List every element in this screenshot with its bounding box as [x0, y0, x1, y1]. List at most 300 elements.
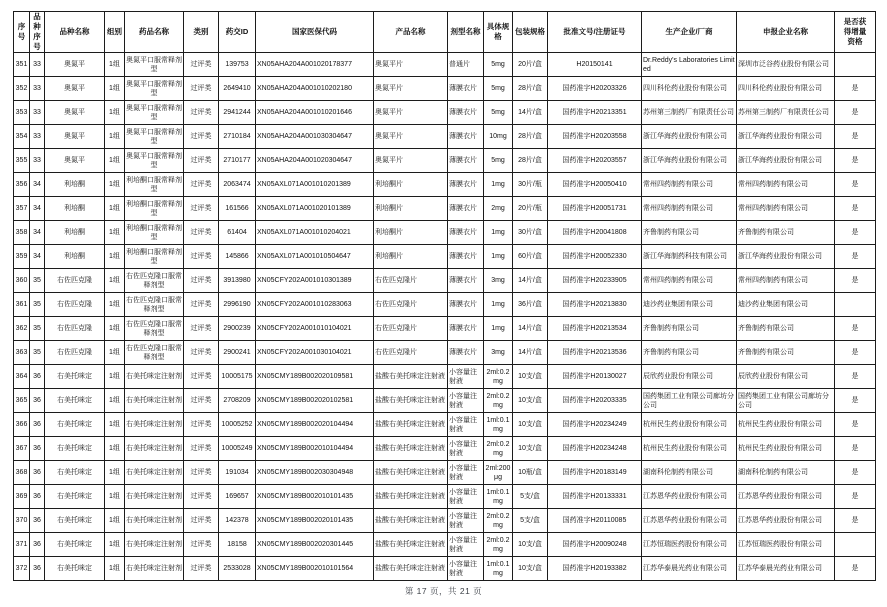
- table-cell: XN05CFY202A001030104021: [256, 341, 374, 365]
- table-cell: 奥氮平片: [374, 77, 448, 101]
- table-cell: 20片/盒: [513, 53, 548, 77]
- table-cell: 奥氮平片: [374, 149, 448, 173]
- table-cell: 右佐匹克隆: [45, 269, 105, 293]
- table-cell: 10支/盒: [513, 533, 548, 557]
- table-cell: 薄膜衣片: [448, 341, 484, 365]
- table-cell: 60片/盒: [513, 245, 548, 269]
- table-cell: 366: [14, 413, 30, 437]
- table-row: [14, 365, 876, 389]
- table-cell: 354: [14, 125, 30, 149]
- table-cell: 江苏恩华药业股份有限公司: [642, 485, 737, 509]
- table-cell: 33: [30, 101, 45, 125]
- table-cell: 33: [30, 53, 45, 77]
- table-row: [14, 53, 876, 77]
- table-cell: 薄膜衣片: [448, 245, 484, 269]
- table-cell: 2ml:0.2mg: [484, 533, 513, 557]
- table-cell: 2941244: [219, 101, 256, 125]
- table-cell: 右美托咪定注射剂: [125, 437, 184, 461]
- table-cell: 盐酸右美托咪定注射液: [374, 413, 448, 437]
- table-cell: 江苏恩华药业股份有限公司: [642, 509, 737, 533]
- table-cell: 薄膜衣片: [448, 77, 484, 101]
- table-cell: 右美托咪定: [45, 365, 105, 389]
- column-header: 包装规格: [513, 12, 548, 53]
- table-cell: 1组: [105, 149, 125, 173]
- table-cell: 奥氮平片: [374, 101, 448, 125]
- table-cell: 2ml:0.2mg: [484, 509, 513, 533]
- table-cell: 国药准字H20234248: [548, 437, 642, 461]
- table-cell: 28片/盒: [513, 149, 548, 173]
- table-cell: 36: [30, 437, 45, 461]
- column-header: 具体规格: [484, 12, 513, 53]
- table-cell: 过评类: [184, 221, 219, 245]
- table-cell: 利培酮片: [374, 173, 448, 197]
- table-cell: 2900239: [219, 317, 256, 341]
- table-cell: 2708209: [219, 389, 256, 413]
- table-cell: 杭州民生药业股份有限公司: [737, 413, 835, 437]
- table-cell: 浙江华海制药科技有限公司: [642, 245, 737, 269]
- table-cell: 盐酸右美托咪定注射液: [374, 509, 448, 533]
- table-cell: 36: [30, 533, 45, 557]
- table-row: [14, 461, 876, 485]
- table-cell: XN05CMY189B002030304948: [256, 461, 374, 485]
- column-header: 是否获得增量资格: [835, 12, 876, 53]
- table-cell: 10005175: [219, 365, 256, 389]
- table-cell: 36: [30, 389, 45, 413]
- table-cell: 过评类: [184, 461, 219, 485]
- table-body: [14, 53, 876, 581]
- table-row: [14, 245, 876, 269]
- table-cell: 35: [30, 317, 45, 341]
- table-cell: 3913980: [219, 269, 256, 293]
- table-header-row: [14, 12, 876, 53]
- table-cell: 薄膜衣片: [448, 221, 484, 245]
- table-cell: 小容量注射液: [448, 437, 484, 461]
- drug-list-table: [13, 11, 876, 581]
- table-cell: 右美托咪定注射剂: [125, 461, 184, 485]
- table-cell: 34: [30, 197, 45, 221]
- table-cell: 1组: [105, 461, 125, 485]
- table-cell: 国药准字H20052330: [548, 245, 642, 269]
- table-cell: 1mg: [484, 173, 513, 197]
- table-row: [14, 509, 876, 533]
- table-cell: 小容量注射液: [448, 365, 484, 389]
- table-cell: 34: [30, 221, 45, 245]
- table-cell: 过评类: [184, 245, 219, 269]
- table-cell: XN05CMY189B002020109581: [256, 365, 374, 389]
- table-cell: 利培酮: [45, 221, 105, 245]
- table-cell: 利培酮片: [374, 221, 448, 245]
- table-cell: 358: [14, 221, 30, 245]
- table-cell: 国药准字H20050410: [548, 173, 642, 197]
- table-cell: 右佐匹克隆片: [374, 293, 448, 317]
- table-cell: 1组: [105, 53, 125, 77]
- table-cell: 过评类: [184, 413, 219, 437]
- column-header: 组别: [105, 12, 125, 53]
- table-cell: 1组: [105, 365, 125, 389]
- table-cell: 江苏恒瑞医药股份有限公司: [737, 533, 835, 557]
- table-cell: 过评类: [184, 509, 219, 533]
- table-cell: 浙江华海药业股份有限公司: [642, 125, 737, 149]
- table-cell: 过评类: [184, 437, 219, 461]
- table-cell: 10瓶/盒: [513, 461, 548, 485]
- column-header: 品种序号: [30, 12, 45, 53]
- table-row: [14, 101, 876, 125]
- table-cell: 35: [30, 341, 45, 365]
- table-cell: 薄膜衣片: [448, 317, 484, 341]
- table-cell: 江苏恒瑞医药股份有限公司: [642, 533, 737, 557]
- table-cell: 薄膜衣片: [448, 269, 484, 293]
- column-header: 类别: [184, 12, 219, 53]
- table-cell: 国药准字H20203557: [548, 149, 642, 173]
- column-header: 国家医保代码: [256, 12, 374, 53]
- table-cell: 普通片: [448, 53, 484, 77]
- table-cell: 是: [835, 389, 876, 413]
- table-cell: 薄膜衣片: [448, 197, 484, 221]
- table-cell: 右佐匹克隆: [45, 341, 105, 365]
- table-cell: 右美托咪定注射剂: [125, 509, 184, 533]
- table-cell: Dr.Reddy's Laboratories Limited: [642, 53, 737, 77]
- table-cell: 过评类: [184, 101, 219, 125]
- table-cell: 362: [14, 317, 30, 341]
- table-cell: 薄膜衣片: [448, 173, 484, 197]
- table-cell: 过评类: [184, 317, 219, 341]
- table-row: [14, 485, 876, 509]
- table-cell: 杭州民生药业股份有限公司: [642, 413, 737, 437]
- table-cell: 1组: [105, 245, 125, 269]
- table-cell: 是: [835, 101, 876, 125]
- table-cell: 过评类: [184, 53, 219, 77]
- table-cell: 是: [835, 125, 876, 149]
- table-cell: 1组: [105, 533, 125, 557]
- table-cell: 利培酮片: [374, 245, 448, 269]
- table-cell: 191034: [219, 461, 256, 485]
- table-row: [14, 269, 876, 293]
- table-cell: 右佐匹克隆: [45, 293, 105, 317]
- table-cell: [835, 53, 876, 77]
- table-cell: 右佐匹克隆口服常释剂型: [125, 293, 184, 317]
- table-cell: XN05CMY189B002010104494: [256, 437, 374, 461]
- table-row: [14, 221, 876, 245]
- table-cell: 右佐匹克隆口服常释剂型: [125, 317, 184, 341]
- column-header: 产品名称: [374, 12, 448, 53]
- table-cell: 辰欣药业股份有限公司: [737, 365, 835, 389]
- table-cell: 盐酸右美托咪定注射液: [374, 389, 448, 413]
- table-cell: 利培酮片: [374, 197, 448, 221]
- table-cell: 国药准字H20203326: [548, 77, 642, 101]
- column-header: 剂型名称: [448, 12, 484, 53]
- table-cell: 36: [30, 557, 45, 581]
- table-cell: XN05CMY189B002020101435: [256, 509, 374, 533]
- table-cell: 小容量注射液: [448, 461, 484, 485]
- table-cell: 36: [30, 365, 45, 389]
- table-cell: 右美托咪定注射剂: [125, 485, 184, 509]
- table-row: [14, 533, 876, 557]
- table-cell: 1组: [105, 389, 125, 413]
- table-cell: 过评类: [184, 341, 219, 365]
- table-cell: 奥氮平口服常释剂型: [125, 53, 184, 77]
- table-cell: XN05AXL071A001020101389: [256, 197, 374, 221]
- table-cell: 国药准字H20213351: [548, 101, 642, 125]
- table-cell: 是: [835, 437, 876, 461]
- table-cell: 苏州第三制药厂有限责任公司: [737, 101, 835, 125]
- table-cell: 右美托咪定: [45, 389, 105, 413]
- table-row: [14, 389, 876, 413]
- table-cell: 浙江华海药业股份有限公司: [737, 149, 835, 173]
- table-cell: 368: [14, 461, 30, 485]
- table-cell: 右美托咪定: [45, 413, 105, 437]
- table-cell: 5支/盒: [513, 509, 548, 533]
- table-cell: 是: [835, 317, 876, 341]
- table-cell: 右美托咪定: [45, 557, 105, 581]
- table-cell: 3mg: [484, 269, 513, 293]
- column-header: 序号: [14, 12, 30, 53]
- table-cell: XN05AHA204A001010201646: [256, 101, 374, 125]
- table-row: [14, 197, 876, 221]
- table-cell: 右佐匹克隆口服常释剂型: [125, 341, 184, 365]
- table-cell: 常州四药制药有限公司: [737, 197, 835, 221]
- table-cell: 奥氮平片: [374, 125, 448, 149]
- table-cell: 国药准字H20110085: [548, 509, 642, 533]
- table-cell: 国药准字H20193382: [548, 557, 642, 581]
- table-cell: 右美托咪定注射剂: [125, 365, 184, 389]
- table-cell: 是: [835, 413, 876, 437]
- table-cell: 30片/瓶: [513, 173, 548, 197]
- table-cell: 是: [835, 221, 876, 245]
- table-cell: 169657: [219, 485, 256, 509]
- table-cell: 35: [30, 293, 45, 317]
- table-cell: 1组: [105, 485, 125, 509]
- table-cell: 351: [14, 53, 30, 77]
- table-cell: 356: [14, 173, 30, 197]
- table-cell: 过评类: [184, 365, 219, 389]
- table-cell: 370: [14, 509, 30, 533]
- table-cell: [835, 293, 876, 317]
- table-cell: 薄膜衣片: [448, 125, 484, 149]
- table-cell: 2mg: [484, 197, 513, 221]
- table-cell: 过评类: [184, 77, 219, 101]
- table-cell: 5mg: [484, 149, 513, 173]
- table-cell: 常州四药制药有限公司: [737, 173, 835, 197]
- table-cell: 18158: [219, 533, 256, 557]
- table-cell: 盐酸右美托咪定注射液: [374, 485, 448, 509]
- table-cell: 10支/盒: [513, 413, 548, 437]
- table-cell: 浙江华海药业股份有限公司: [737, 245, 835, 269]
- table-cell: 右佐匹克隆: [45, 317, 105, 341]
- table-cell: 辰欣药业股份有限公司: [642, 365, 737, 389]
- table-cell: 1mg: [484, 245, 513, 269]
- table-cell: 361: [14, 293, 30, 317]
- table-cell: 右美托咪定: [45, 461, 105, 485]
- table-cell: XN05AHA204A001010202180: [256, 77, 374, 101]
- table-cell: 苏州第三制药厂有限责任公司: [642, 101, 737, 125]
- table-cell: 国药集团工业有限公司廊坊分公司: [737, 389, 835, 413]
- table-cell: 右美托咪定: [45, 533, 105, 557]
- table-cell: 国药准字H20051731: [548, 197, 642, 221]
- table-cell: 奥氮平: [45, 101, 105, 125]
- table-cell: 364: [14, 365, 30, 389]
- table-cell: 是: [835, 485, 876, 509]
- column-header: 批准文号/注册证号: [548, 12, 642, 53]
- table-cell: XN05AHA204A001020178377: [256, 53, 374, 77]
- table-cell: 363: [14, 341, 30, 365]
- table-cell: 1mg: [484, 221, 513, 245]
- table-cell: XN05CFY202A001010301389: [256, 269, 374, 293]
- table-cell: 小容量注射液: [448, 509, 484, 533]
- column-header: 生产企业/厂商: [642, 12, 737, 53]
- table-cell: 5mg: [484, 53, 513, 77]
- table-cell: 30片/盒: [513, 221, 548, 245]
- table-cell: 357: [14, 197, 30, 221]
- table-cell: XN05CMY189B002010101564: [256, 557, 374, 581]
- table-cell: [835, 533, 876, 557]
- table-cell: 365: [14, 389, 30, 413]
- table-cell: 常州四药制药有限公司: [642, 269, 737, 293]
- table-cell: 奥氮平口服常释剂型: [125, 125, 184, 149]
- table-cell: H20150141: [548, 53, 642, 77]
- table-cell: 371: [14, 533, 30, 557]
- table-cell: 利培酮: [45, 245, 105, 269]
- table-cell: 是: [835, 197, 876, 221]
- table-cell: 过评类: [184, 533, 219, 557]
- table-row: [14, 437, 876, 461]
- table-cell: 利培酮口服常释剂型: [125, 197, 184, 221]
- table-cell: 迪沙药业集团有限公司: [642, 293, 737, 317]
- table-cell: 过评类: [184, 293, 219, 317]
- table-cell: XN05AHA204A001020304647: [256, 149, 374, 173]
- table-cell: 2063474: [219, 173, 256, 197]
- table-cell: 右美托咪定注射剂: [125, 533, 184, 557]
- table-cell: 过评类: [184, 557, 219, 581]
- table-cell: 2ml:0.2mg: [484, 365, 513, 389]
- table-cell: XN05CMY189B002020102581: [256, 389, 374, 413]
- table-cell: 国药准字H20213830: [548, 293, 642, 317]
- table-cell: 奥氮平: [45, 77, 105, 101]
- table-cell: 薄膜衣片: [448, 149, 484, 173]
- table-cell: 是: [835, 341, 876, 365]
- table-cell: 372: [14, 557, 30, 581]
- table-cell: 右美托咪定: [45, 437, 105, 461]
- table-cell: 江苏华泰晨光药业有限公司: [737, 557, 835, 581]
- table-cell: 2649410: [219, 77, 256, 101]
- table-cell: 1mg: [484, 317, 513, 341]
- table-row: [14, 77, 876, 101]
- table-cell: 国药准字H20203558: [548, 125, 642, 149]
- table-cell: 四川科伦药业股份有限公司: [642, 77, 737, 101]
- table-row: [14, 413, 876, 437]
- table-cell: 齐鲁制药有限公司: [737, 221, 835, 245]
- table-cell: 1组: [105, 173, 125, 197]
- table-cell: 10005249: [219, 437, 256, 461]
- table-cell: 61404: [219, 221, 256, 245]
- table-cell: 浙江华海药业股份有限公司: [642, 149, 737, 173]
- table-cell: 是: [835, 365, 876, 389]
- table-cell: 20片/瓶: [513, 197, 548, 221]
- table-row: [14, 173, 876, 197]
- table-cell: 2900241: [219, 341, 256, 365]
- table-cell: 国药准字H20213534: [548, 317, 642, 341]
- table-cell: 右美托咪定: [45, 485, 105, 509]
- table-row: [14, 125, 876, 149]
- table-cell: 34: [30, 245, 45, 269]
- table-cell: 国药准字H20203335: [548, 389, 642, 413]
- table-cell: 36: [30, 485, 45, 509]
- table-cell: 14片/盒: [513, 317, 548, 341]
- table-cell: 5mg: [484, 77, 513, 101]
- table-cell: 139753: [219, 53, 256, 77]
- table-cell: 奥氮平口服常释剂型: [125, 77, 184, 101]
- table-cell: XN05CMY189B002020301445: [256, 533, 374, 557]
- table-cell: 四川科伦药业股份有限公司: [737, 77, 835, 101]
- table-cell: 1组: [105, 317, 125, 341]
- table-cell: 3mg: [484, 341, 513, 365]
- table-cell: 杭州民生药业股份有限公司: [642, 437, 737, 461]
- table-cell: XN05AXL071A001010204021: [256, 221, 374, 245]
- table-cell: 过评类: [184, 485, 219, 509]
- table-cell: 齐鲁制药有限公司: [737, 341, 835, 365]
- table-cell: 是: [835, 557, 876, 581]
- table-cell: 江苏华泰晨光药业有限公司: [642, 557, 737, 581]
- table-cell: 盐酸右美托咪定注射液: [374, 437, 448, 461]
- table-cell: 过评类: [184, 269, 219, 293]
- table-cell: 右佐匹克隆口服常释剂型: [125, 269, 184, 293]
- table-cell: 常州四药制药有限公司: [737, 269, 835, 293]
- table-cell: 过评类: [184, 389, 219, 413]
- table-cell: 江苏恩华药业股份有限公司: [737, 485, 835, 509]
- table-cell: 1ml:0.1mg: [484, 557, 513, 581]
- table-cell: 薄膜衣片: [448, 101, 484, 125]
- table-cell: 利培酮: [45, 197, 105, 221]
- table-cell: 1组: [105, 101, 125, 125]
- table-cell: XN05CMY189B002020104494: [256, 413, 374, 437]
- table-cell: 10mg: [484, 125, 513, 149]
- table-cell: 利培酮口服常释剂型: [125, 245, 184, 269]
- table-cell: 2ml:0.2mg: [484, 437, 513, 461]
- table-cell: 1组: [105, 509, 125, 533]
- table-cell: 10支/盒: [513, 389, 548, 413]
- table-cell: 369: [14, 485, 30, 509]
- table-cell: 355: [14, 149, 30, 173]
- table-cell: 33: [30, 125, 45, 149]
- table-cell: 1mg: [484, 293, 513, 317]
- table-cell: 14片/盒: [513, 341, 548, 365]
- table-cell: 右佐匹克隆片: [374, 269, 448, 293]
- table-cell: 过评类: [184, 125, 219, 149]
- table-cell: 是: [835, 245, 876, 269]
- table-cell: 367: [14, 437, 30, 461]
- table-cell: 国药准字H20213536: [548, 341, 642, 365]
- table-cell: 小容量注射液: [448, 557, 484, 581]
- column-header: 药品名称: [125, 12, 184, 53]
- table-cell: 国药准字H20183149: [548, 461, 642, 485]
- table-cell: 盐酸右美托咪定注射液: [374, 461, 448, 485]
- table-cell: 齐鲁制药有限公司: [737, 317, 835, 341]
- table-cell: 28片/盒: [513, 77, 548, 101]
- table-cell: 36: [30, 413, 45, 437]
- page-indicator: 第 17 页，共 21 页: [404, 586, 483, 596]
- table-cell: XN05CFY202A001010104021: [256, 317, 374, 341]
- table-cell: 10支/盒: [513, 365, 548, 389]
- table-cell: 薄膜衣片: [448, 293, 484, 317]
- table-cell: 10支/盒: [513, 437, 548, 461]
- table-cell: 利培酮口服常释剂型: [125, 173, 184, 197]
- table-cell: 小容量注射液: [448, 413, 484, 437]
- table-cell: 1组: [105, 269, 125, 293]
- table-cell: 利培酮口服常释剂型: [125, 221, 184, 245]
- table-cell: 湖南科伦制药有限公司: [737, 461, 835, 485]
- table-cell: 奥氮平: [45, 53, 105, 77]
- table-cell: 28片/盒: [513, 125, 548, 149]
- table-cell: 过评类: [184, 197, 219, 221]
